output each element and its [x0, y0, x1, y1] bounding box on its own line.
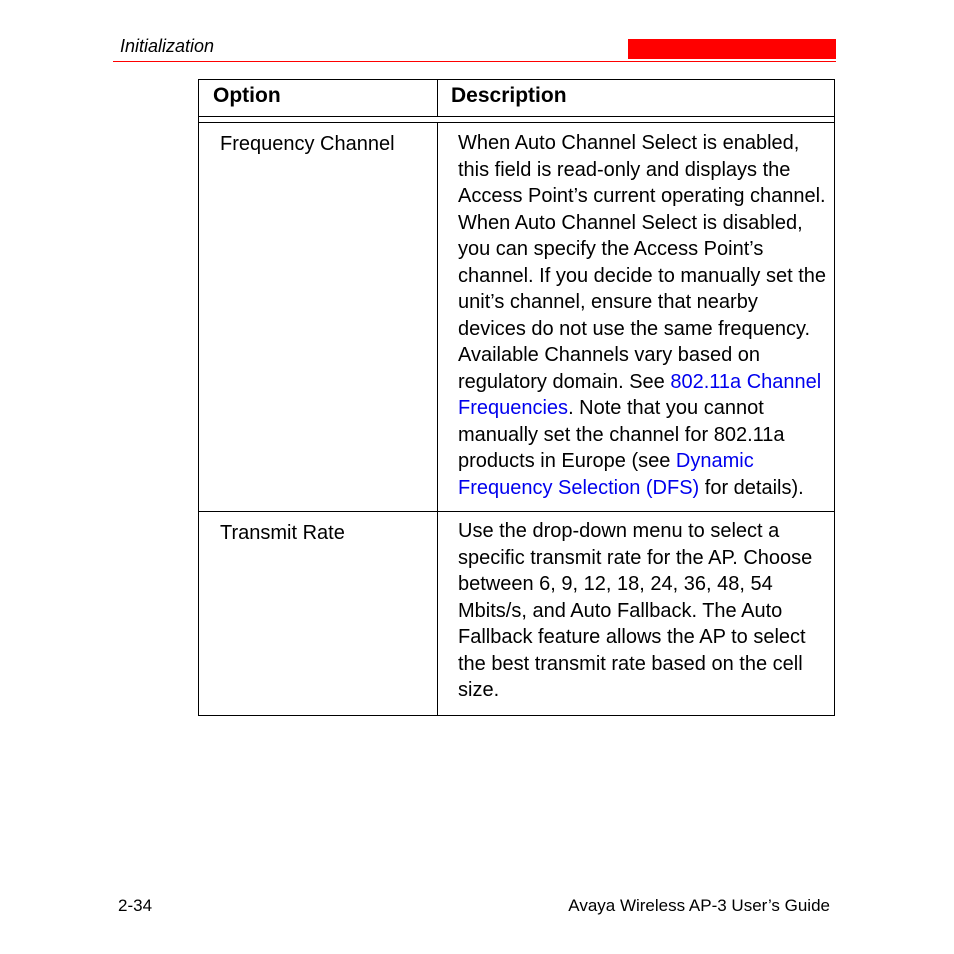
description-text: When Auto Channel Select is enabled, this field is read-only and displays the Access Point’s current operating channel. When Auto Channel Select is disabled, you can specify the Access Point’s channel. If you decide to manually set the unit’s channel, ensure that nearby devices do not use the same frequency. Available Channels vary based on regulatory domain. See — [458, 132, 827, 393]
header-accent-bar — [628, 39, 836, 59]
description-cell — [458, 123, 828, 511]
header-rule — [113, 61, 836, 62]
link-channel-frequencies[interactable]: 802.11a Channel Frequencies — [458, 370, 822, 419]
option-cell: Transmit Rate — [220, 522, 345, 544]
description-text: . Note that you cannot manually set the channel for 802.11a products in Europe (see — [458, 397, 785, 472]
description-text: for details). — [699, 476, 804, 499]
table-row — [198, 512, 835, 716]
table-header — [198, 79, 835, 117]
page-number: 2-34 — [118, 896, 153, 915]
table-row — [198, 123, 835, 512]
description-cell: Use the drop-down menu to select a specific transmit rate for the AP. Choose between 6, 9, 12, 18, 24, 36, 48, 54 Mbits/s, and Auto Fallback. The Auto Fallback feature allows the AP to select the best transmit rate based on the cell size. — [458, 520, 813, 701]
column-divider — [437, 123, 438, 511]
options-table — [198, 79, 835, 716]
guide-title: Avaya Wireless AP-3 User’s Guide — [568, 896, 830, 915]
column-header-description: Description — [451, 84, 567, 107]
link-dfs[interactable]: Dynamic Frequency Selection (DFS) — [458, 450, 754, 499]
column-divider — [437, 512, 438, 715]
column-header-option: Option — [213, 84, 281, 107]
option-cell: Frequency Channel — [220, 133, 395, 155]
column-divider — [437, 80, 438, 116]
section-title: Initialization — [120, 36, 215, 56]
